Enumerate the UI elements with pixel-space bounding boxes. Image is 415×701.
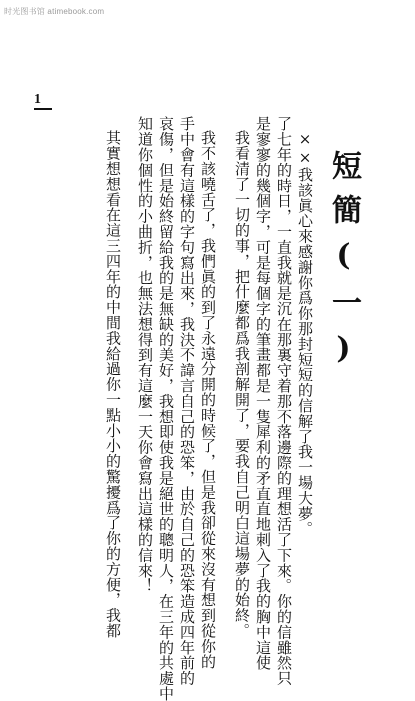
- page-number: 1: [34, 92, 41, 107]
- chapter-title: 短簡(一): [326, 150, 361, 380]
- text-column-7: 哀傷，但是始終留給我的是無缺的美好，我想即使我是絕世的聰明人，在三年的共處中: [157, 116, 175, 701]
- watermark: 时光图书馆 atimebook.com: [4, 7, 105, 16]
- text-column-4: 我看清了一切的事，把什麼都爲我剖解開了，要我自己明白這場夢的始終。: [233, 130, 251, 639]
- text-column-5: 我不該嘵舌了，我們眞的到了永遠分開的時候了，但是我卻從來沒有想到從你的: [199, 130, 217, 669]
- text-column-9: 其實想想看在這三四年的中間我給過你一點小小的驚擾爲了你的方便，我都: [104, 130, 122, 639]
- text-column-8: 知道你個性的小曲折，也無法想得到有這麼一天你會寫出這樣的信來！: [136, 116, 154, 594]
- text-column-3: 是寥寥的幾個字，可是每個字的筆畫都是一隻犀利的矛直直地刺入了我的胸中這使: [254, 116, 272, 671]
- text-column-1: ××我該眞心來感謝你爲你那封短短的信解了我一場大夢。: [296, 130, 314, 537]
- text-column-2: 了七年的時日，一直我就是沉在那裏守着那不落邊際的理想活了下來。你的信雖然只: [275, 116, 293, 686]
- text-column-6: 手中會有這樣的字句寫出來，我決不諱言自己的恐笨，由於自己的恐笨造成四年前的: [178, 116, 196, 686]
- page-number-rule: [34, 108, 52, 110]
